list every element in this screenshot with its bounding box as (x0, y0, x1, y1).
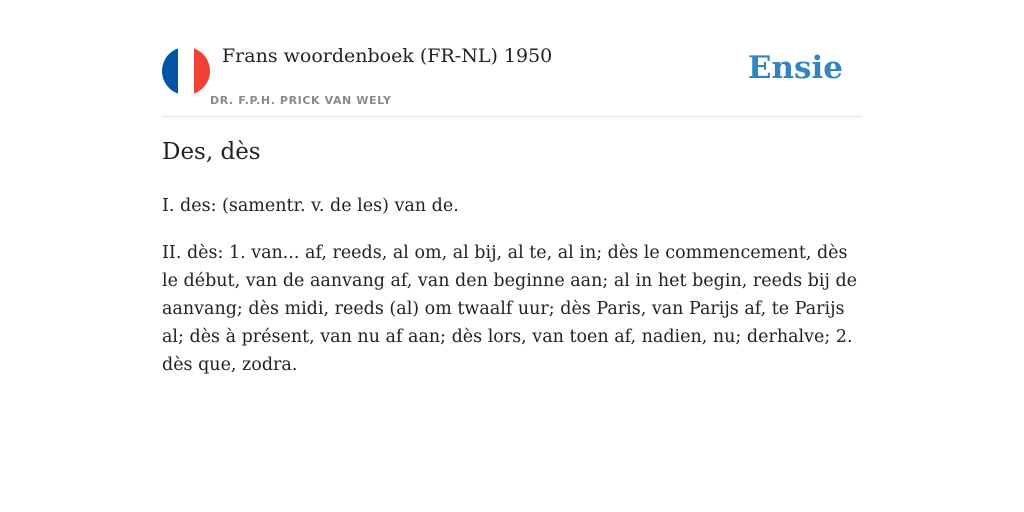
french-flag-icon[interactable] (162, 47, 210, 95)
dictionary-author: DR. F.P.H. PRICK VAN WELY (210, 94, 392, 107)
dictionary-header (162, 0, 862, 117)
dictionary-title[interactable]: Frans woordenboek (FR-NL) 1950 (222, 45, 553, 67)
flag-stripe-red (194, 47, 210, 95)
flag-stripe-white (178, 47, 194, 95)
content-container (162, 0, 862, 375)
flag-stripe-blue (162, 47, 178, 95)
ensie-logo-link[interactable]: Ensie (747, 50, 843, 86)
entry-headword: Des, dès (162, 139, 261, 165)
definition-2: II. dès: 1. van... af, reeds, al om, al bij, al te, al in; dès le commencement, dès le début, van de aanvang af, van den beginne aan; al in het begin, reeds bij de aanvang; dès midi, reeds (al) om twaalf uur; dès Paris, van Parijs af, te Parijs al; dès à présent, van nu af aan; dès lors, van toen af, nadien, nu; derhalve; 2. dès que, zodra. (162, 243, 858, 375)
definition-1: I. des: (samentr. v. de les) van de. (162, 196, 459, 216)
